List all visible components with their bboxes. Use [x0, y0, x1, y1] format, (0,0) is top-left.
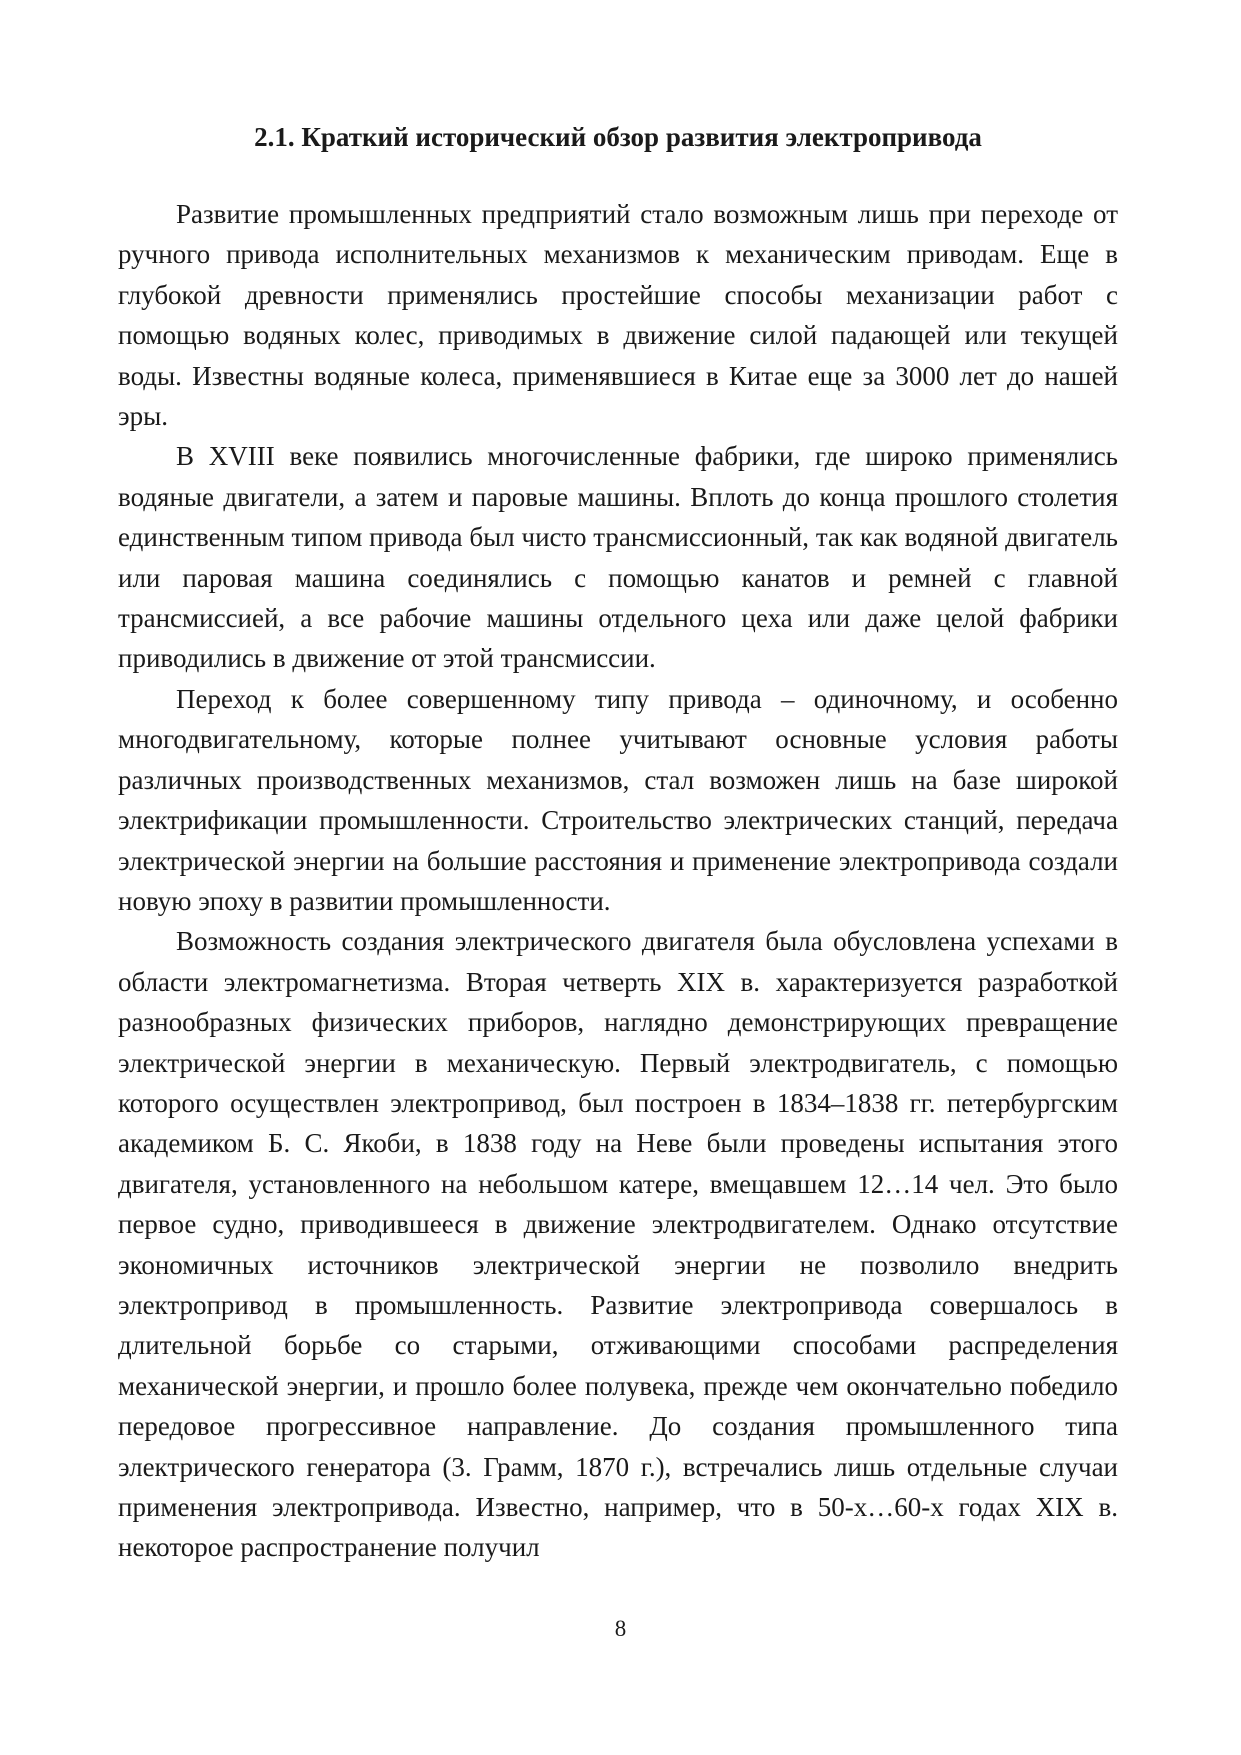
paragraph-3: Переход к более совершенному типу привода – одиночному, и особенно многодвигательному, которые полнее учитывают основные условия работы различных производственных механизмов, стал возможен лишь на базе широкой электрификации промышленности. Строительство электрических станций, передача электрической энергии на большие расстояния и применение электропривода создали новую эпоху в развитии промышленности.: [118, 683, 1118, 916]
document-page: [118, 100, 1118, 1568]
page-number: 8: [614, 1616, 627, 1641]
paragraph-1: Развитие промышленных предприятий стало возможным лишь при переходе от ручного привода исполнительных механизмов к механическим приводам. Еще в глубокой древности применялись простейшие способы механизации работ с помощью водяных колес, приводимых в движение силой падающей или текущей воды. Известны водяные колеса, применявшиеся в Китае еще за 3000 лет до нашей эры.: [118, 199, 1118, 432]
paragraph-2: В XVIII веке появились многочисленные фабрики, где широко применялись водяные двигатели, а затем и паровые машины. Вплоть до конца прошлого столетия единственным типом привода был чисто трансмиссионный, так как водяной двигатель или паровая машина соединялись с помощью канатов и ремней с главной трансмиссией, а все рабочие машины отдельного цеха или даже целой фабрики приводились в движение от этой трансмиссии.: [118, 441, 1118, 674]
paragraph-4: Возможность создания электрического двигателя была обусловлена успехами в области электромагнетизма. Вторая четверть XIX в. характеризуется разработкой разнообразных физических приборов, наглядно демонстрирующих превращение электрической энергии в механическую. Первый электродвигатель, с помощью которого осуществлен электропривод, был построен в 1834–1838 гг. петербургским академиком Б. С. Якоби, в 1838 году на Неве были проведены испытания этого двигателя, установленного на небольшом катере, вмещавшем 12…14 чел. Это было первое судно, приводившееся в движение электродвигателем. Однако отсутствие экономичных источников электрической энергии не позволило внедрить электропривод в промышленность. Развитие электропривода совершалось в длительной борьбе со старыми, отживающими способами распределения механической энергии, и прошло более полувека, прежде чем окончательно победило передовое прогрессивное направление. До создания промышленного типа электрического генератора (3. Грамм, 1870 г.), встречались лишь отдельные случаи применения электропривода. Известно, например, что в 50-х…60-х годах XIX в. некоторое распространение получил: [118, 926, 1118, 1563]
section-heading: 2.1. Краткий исторический обзор развития электропривода: [254, 122, 982, 152]
